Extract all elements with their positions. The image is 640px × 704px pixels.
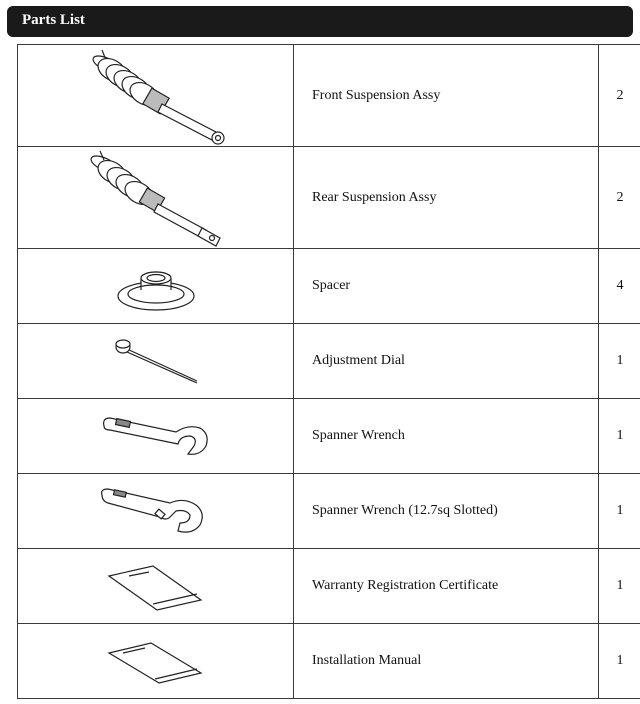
- adjustment-dial-icon: [101, 331, 211, 391]
- table-row: [18, 549, 640, 624]
- rear-suspension-icon: [66, 148, 246, 248]
- part-qty: 1: [599, 549, 640, 624]
- part-image-cell: [18, 399, 294, 474]
- slotted-spanner-wrench-icon: [96, 481, 216, 541]
- part-name: Spanner Wrench (12.7sq Slotted): [294, 474, 599, 549]
- part-name: Rear Suspension Assy: [294, 147, 599, 249]
- page-title: Parts List: [22, 12, 85, 28]
- part-image-cell: [18, 45, 294, 147]
- part-qty: 4: [599, 249, 640, 324]
- manual-icon: [101, 631, 211, 691]
- spacer-icon: [106, 256, 206, 316]
- part-name: Warranty Registration Certificate: [294, 549, 599, 624]
- table-row: [18, 474, 640, 549]
- table-row: [18, 249, 640, 324]
- part-image-cell: [18, 324, 294, 399]
- part-qty: 1: [599, 399, 640, 474]
- part-name: Spanner Wrench: [294, 399, 599, 474]
- spanner-wrench-icon: [96, 406, 216, 466]
- part-qty: 2: [599, 45, 640, 147]
- part-name: Adjustment Dial: [294, 324, 599, 399]
- part-qty: 1: [599, 474, 640, 549]
- table-row: [18, 45, 640, 147]
- part-image-cell: [18, 249, 294, 324]
- table-row: [18, 624, 640, 699]
- table-row: [18, 324, 640, 399]
- front-suspension-icon: [66, 46, 246, 146]
- parts-list-header: [7, 6, 633, 37]
- part-qty: 1: [599, 324, 640, 399]
- part-qty: 2: [599, 147, 640, 249]
- table-row: [18, 399, 640, 474]
- table-row: [18, 147, 640, 249]
- part-name: Front Suspension Assy: [294, 45, 599, 147]
- certificate-icon: [101, 556, 211, 616]
- parts-table: [17, 44, 640, 699]
- part-image-cell: [18, 624, 294, 699]
- part-image-cell: [18, 549, 294, 624]
- part-name: Installation Manual: [294, 624, 599, 699]
- part-name: Spacer: [294, 249, 599, 324]
- part-image-cell: [18, 147, 294, 249]
- part-qty: 1: [599, 624, 640, 699]
- part-image-cell: [18, 474, 294, 549]
